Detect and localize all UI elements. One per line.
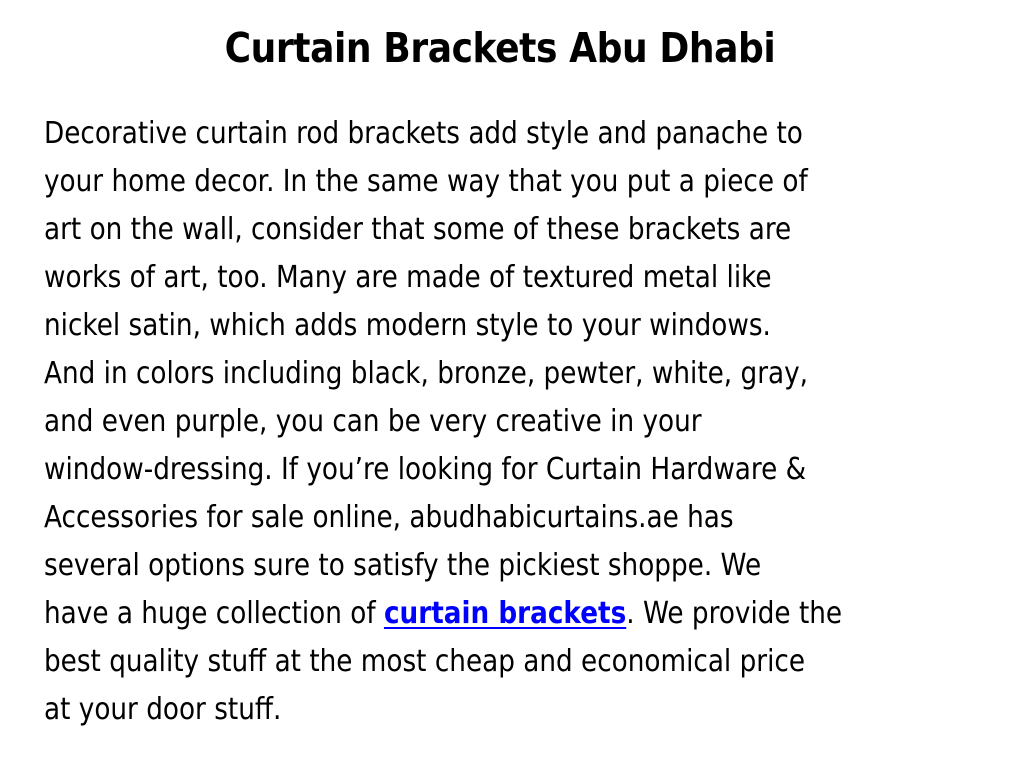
paragraph-line: several options sure to satisfy the pickiest shoppe. We (44, 548, 762, 583)
body-paragraph (44, 110, 990, 734)
paragraph-line: Accessories for sale online, abudhabicurtains.ae has (44, 500, 734, 535)
paragraph-line: at your door stuff. (44, 692, 282, 727)
paragraph-line: and even purple, you can be very creative in your (44, 404, 702, 439)
paragraph-line: works of art, too. Many are made of textured metal like (44, 260, 772, 295)
slide-title: Curtain Brackets Abu Dhabi (224, 24, 776, 72)
curtain-brackets-link[interactable]: curtain brackets (383, 596, 627, 631)
paragraph-line-with-link (44, 590, 990, 638)
paragraph-line: your home decor. In the same way that you put a piece of (44, 164, 808, 199)
paragraph-line: art on the wall, consider that some of these brackets are (44, 212, 792, 247)
link-line-prefix: have a huge collection of (44, 596, 384, 631)
paragraph-line: nickel satin, which adds modern style to your windows. (44, 308, 771, 343)
link-line-suffix: . We provide the (626, 596, 843, 631)
paragraph-line: Decorative curtain rod brackets add style and panache to (44, 116, 803, 151)
paragraph-line: And in colors including black, bronze, pewter, white, gray, (44, 356, 809, 391)
paragraph-line: best quality stuff at the most cheap and economical price (44, 644, 805, 679)
paragraph-line: window-dressing. If you’re looking for Curtain Hardware & (44, 452, 807, 487)
